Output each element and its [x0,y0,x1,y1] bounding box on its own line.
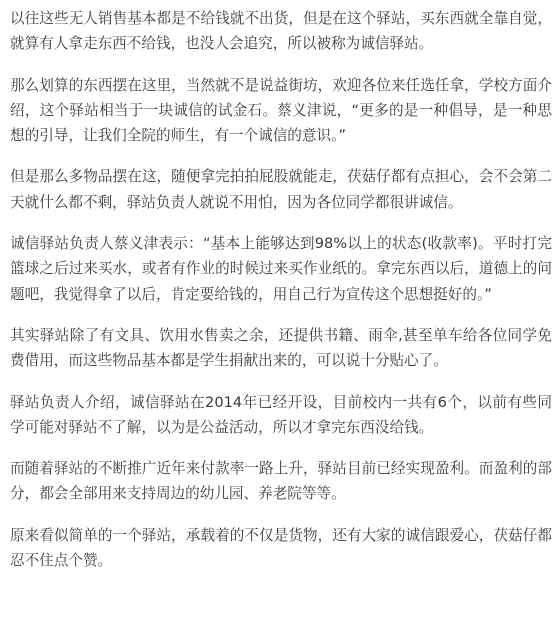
paragraph: 诚信驿站负责人蔡义津表示：“基本上能够达到98%以上的状态(收款率)。平时打完篮球之后过来买水，或者有作业的时候过来买作业纸的。拿完东西以后，道德上的问题吧，我觉得拿了以后，肯定要给钱的，用自己行为宣传这个思想挺好的。” [10,235,552,303]
paragraph: 原来看似简单的一个驿站，承载着的不仅是货物，还有大家的诚信跟爱心，茯菇仔都忍不住点个赞。 [10,526,552,570]
paragraph: 其实驿站除了有文具、饮用水售卖之余，还提供书籍、雨伞,甚至单车给各位同学免费借用，而这些物品基本都是学生捐献出来的，可以说十分贴心了。 [10,326,552,370]
article-body [10,6,552,573]
paragraph: 但是那么多物品摆在这，随便拿完拍拍屁股就能走，茯菇仔都有点担心，会不会第二天就什么都不剩，驿站负责人就说不用怕，因为各位同学都很讲诚信。 [10,168,552,211]
paragraph: 那么划算的东西摆在这里，当然就不是说益街坊，欢迎各位来任选任拿，学校方面介绍，这个驿站相当于一块诚信的试金石。蔡义津说，“更多的是一种倡导，是一种思想的引导，让我们全院的师生，有一个诚信的意识。” [10,76,552,145]
paragraph: 以往这些无人销售基本都是不给钱就不出货，但是在这个驿站，买东西就全靠自觉，就算有人拿走东西不给钱，也没人会追究，所以被称为诚信驿站。 [10,10,552,53]
paragraph: 而随着驿站的不断推广近年来付款率一路上升，驿站目前已经实现盈利。而盈利的部分，都会全部用来支持周边的幼儿园、养老院等等。 [10,460,552,503]
paragraph: 驿站负责人介绍，诚信驿站在2014年已经开设，目前校内一共有6个，以前有些同学可能对驿站不了解，以为是公益活动，所以才拿完东西没给钱。 [10,393,552,436]
